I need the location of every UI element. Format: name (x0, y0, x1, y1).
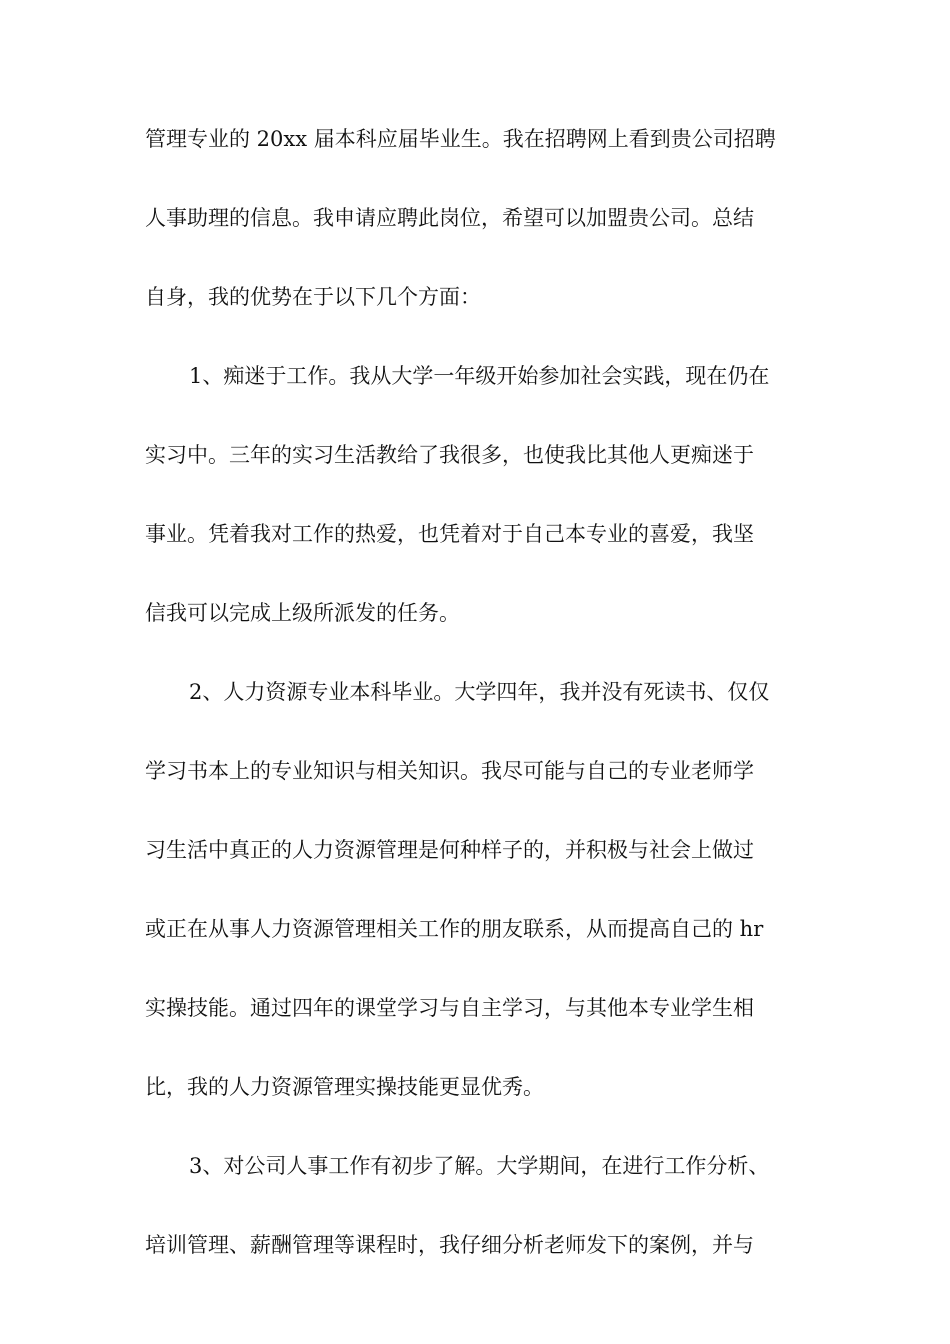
text-line-11: 或正在从事人力资源管理相关工作的朋友联系，从而提高自己的 hr (145, 917, 764, 941)
text-line-1: 管理专业的 20xx 届本科应届毕业生。我在招聘网上看到贵公司招聘 (145, 127, 776, 151)
paragraph-2-first-line: 2、人力资源专业本科毕业。大学四年，我并没有死读书、仅仅 (189, 680, 770, 704)
text-line-2: 人事助理的信息。我申请应聘此岗位，希望可以加盟贵公司。总结 (145, 206, 754, 230)
text-line-10: 习生活中真正的人力资源管理是何种样子的，并积极与社会上做过 (145, 838, 754, 862)
text-line-6: 事业。凭着我对工作的热爱，也凭着对于自己本专业的喜爱，我坚 (145, 522, 754, 546)
text-line-15: 培训管理、薪酬管理等课程时，我仔细分析老师发下的案例，并与 (145, 1233, 754, 1257)
text-line-13: 比，我的人力资源管理实操技能更显优秀。 (145, 1075, 544, 1099)
text-line-12: 实操技能。通过四年的课堂学习与自主学习，与其他本专业学生相 (145, 996, 754, 1020)
text-line-9: 学习书本上的专业知识与相关知识。我尽可能与自己的专业老师学 (145, 759, 754, 783)
paragraph-1-first-line: 1、痴迷于工作。我从大学一年级开始参加社会实践，现在仍在 (189, 364, 770, 388)
text-line-3: 自身，我的优势在于以下几个方面： (145, 285, 481, 309)
paragraph-3-first-line: 3、对公司人事工作有初步了解。大学期间，在进行工作分析、 (189, 1154, 770, 1178)
text-line-7: 信我可以完成上级所派发的任务。 (145, 601, 460, 625)
text-line-5: 实习中。三年的实习生活教给了我很多，也使我比其他人更痴迷于 (145, 443, 754, 467)
